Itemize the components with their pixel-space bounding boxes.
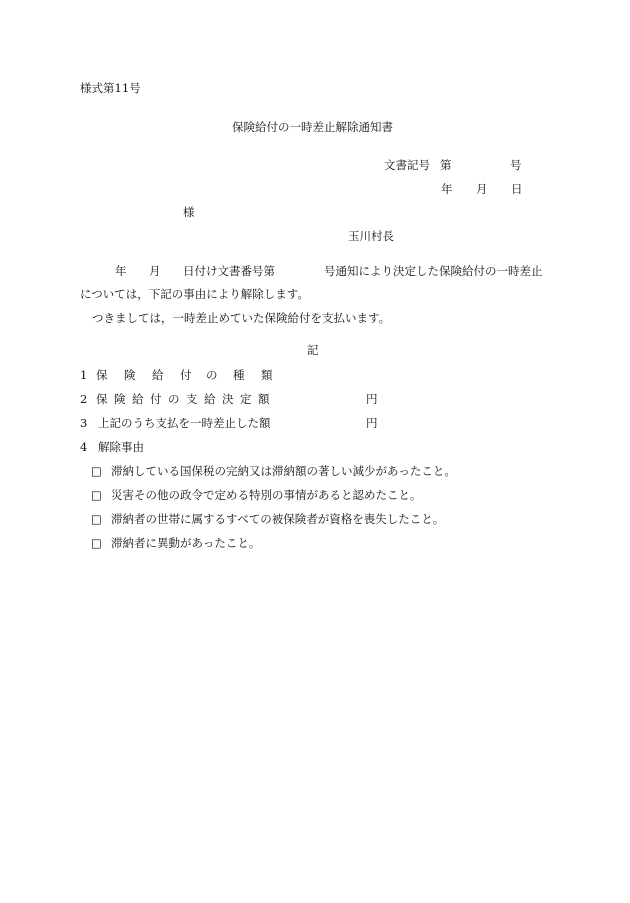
body-year: 年 [115, 264, 127, 278]
item-2-c5: 支 [186, 392, 198, 406]
item-3-number: 3 [80, 416, 88, 430]
item-2-number: 2 [80, 392, 88, 406]
item-2-c4: の [168, 392, 180, 406]
date-year: 年 [441, 182, 453, 196]
checkbox-4[interactable]: □ [91, 536, 102, 550]
item-1 [80, 370, 87, 382]
body-line2: については，下記の事由により解除します。 [80, 287, 309, 301]
date-month: 月 [476, 182, 488, 196]
body-text2: 号通知により決定した保険給付の一時差止 [324, 264, 543, 278]
doc-number-go: 号 [510, 158, 522, 172]
item-4-number: 4 [80, 440, 88, 454]
body-text1: 日付け文書番号第 [183, 264, 275, 278]
item-2-c1: 険 [114, 392, 126, 406]
doc-number-dai: 第 [440, 158, 452, 172]
item-1-c4: の [206, 368, 218, 382]
reason-4[interactable] [91, 538, 260, 550]
issuer: 玉川村長 [348, 229, 394, 243]
item-2-c2: 給 [132, 392, 144, 406]
doc-number-label: 文書記号 [384, 158, 430, 172]
item-1-c6: 類 [261, 368, 273, 382]
checkbox-3[interactable]: □ [91, 512, 102, 526]
ki-heading: 記 [307, 343, 319, 357]
item-2-unit: 円 [366, 392, 378, 406]
item-1-number: 1 [80, 368, 88, 382]
item-1-c0: 保 [96, 368, 108, 382]
item-2-c7: 決 [222, 392, 234, 406]
item-1-c1: 険 [124, 368, 136, 382]
reason-2-text: 災害その他の政令で定める特別の事情があると認めたこと。 [111, 488, 422, 502]
item-2-c0: 保 [96, 392, 108, 406]
item-1-c3: 付 [180, 368, 192, 382]
reason-2[interactable] [91, 490, 422, 502]
item-2-c9: 額 [258, 392, 270, 406]
reason-3[interactable] [91, 514, 444, 526]
body-line3: つきましては，一時差止めていた保険給付を支払います。 [92, 311, 391, 325]
reason-4-text: 滞納者に異動があったこと。 [111, 536, 261, 550]
item-2-c6: 給 [204, 392, 216, 406]
date-day: 日 [511, 182, 523, 196]
document-title: 保険給付の一時差止解除通知書 [232, 120, 393, 134]
checkbox-1[interactable]: □ [91, 464, 102, 478]
item-1-c5: 種 [233, 368, 245, 382]
reason-1-text: 滞納している国保税の完納又は滞納額の著しい減少があったこと。 [111, 464, 456, 478]
item-1-c2: 給 [152, 368, 164, 382]
item-4-label: 解除事由 [98, 440, 144, 454]
item-2-c8: 定 [240, 392, 252, 406]
addressee-suffix: 様 [183, 205, 195, 219]
item-2-c3: 付 [150, 392, 162, 406]
checkbox-2[interactable]: □ [91, 488, 102, 502]
body-month: 月 [149, 264, 161, 278]
item-3-unit: 円 [366, 416, 378, 430]
reason-1[interactable] [91, 466, 456, 478]
reason-3-text: 滞納者の世帯に属するすべての被保険者が資格を喪失したこと。 [111, 512, 445, 526]
item-3-label: 上記のうち支払を一時差止した額 [98, 416, 271, 430]
form-number: 様式第11号 [80, 81, 141, 95]
